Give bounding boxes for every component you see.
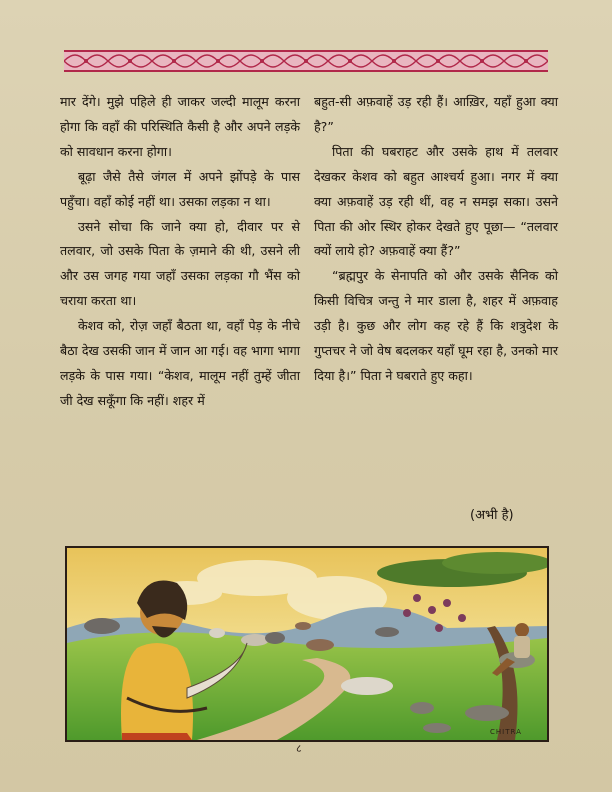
right-paragraph-2: पिता की घबराहट और उसके हाथ में तलवार देखकर केशव को बहुत आश्चर्य हुआ। नगर में क्या क्या अफ़वाहें उड़ रही थीं, वह न समझ सका। उसने पिता की ओर स्थिर होकर देखते हुए पूछा— “तलवार क्यों लाये हो? अफ़वाहें क्या हैं?” <box>314 143 558 259</box>
ornamental-border-icon <box>64 52 548 70</box>
left-paragraph-1: मार देंगे। मुझे पहिले ही जाकर जल्दी मालूम करना होगा कि वहाँ की परिस्थिति कैसी है और अपने लड़के को सावधान करना होगा। <box>60 94 300 159</box>
left-text-column <box>60 90 300 414</box>
left-paragraph-3: उसने सोचा कि जाने क्या हो, दीवार पर से तलवार, जो उसके पिता के ज़माने की थी, उसने ली और उस जगह गया जहाँ उसका लड़का गौ भैंस को चराया करता था। <box>60 218 300 309</box>
left-paragraph-2: बूढ़ा जैसे तैसे जंगल में अपने झोंपड़े के पास पहुँचा। वहाँ कोई नहीं था। उसका लड़का न था। <box>60 168 300 209</box>
right-paragraph-1: बहुत-सी अफ़वाहें उड़ रही हैं। आख़िर, यहाँ हुआ क्या है?” <box>314 94 558 134</box>
story-illustration <box>65 546 549 742</box>
landscape-illustration <box>67 548 547 740</box>
continued-label: (अभी है) <box>470 508 514 523</box>
page-number: ८ <box>296 742 302 755</box>
artist-signature: CHITRA <box>490 728 522 736</box>
right-paragraph-3: “ब्रह्मपुर के सेनापति को और उसके सैनिक को किसी विचित्र जन्तु ने मार डाला है, शहर में अफ़वाह उड़ी है। कुछ और लोग कह रहे हैं कि शत्रुदेश के गुप्तचर ने जो वेष बदलकर यहाँ घूम रहा है, उनको मार दिया है।” पिता ने घबराते हुए कहा। <box>314 268 558 383</box>
right-text-column <box>314 90 558 389</box>
left-paragraph-4: केशव को, रोज़ जहाँ बैठता था, वहाँ पेड़ के नीचे बैठा देख उसकी जान में जान आ गई। वह भागा भागा लड़के के पास गया। “केशव, मालूम नहीं तुम्हें जीता जी देख सकूँगा कि नहीं। शहर में <box>60 318 300 408</box>
ornamental-border <box>64 50 548 72</box>
